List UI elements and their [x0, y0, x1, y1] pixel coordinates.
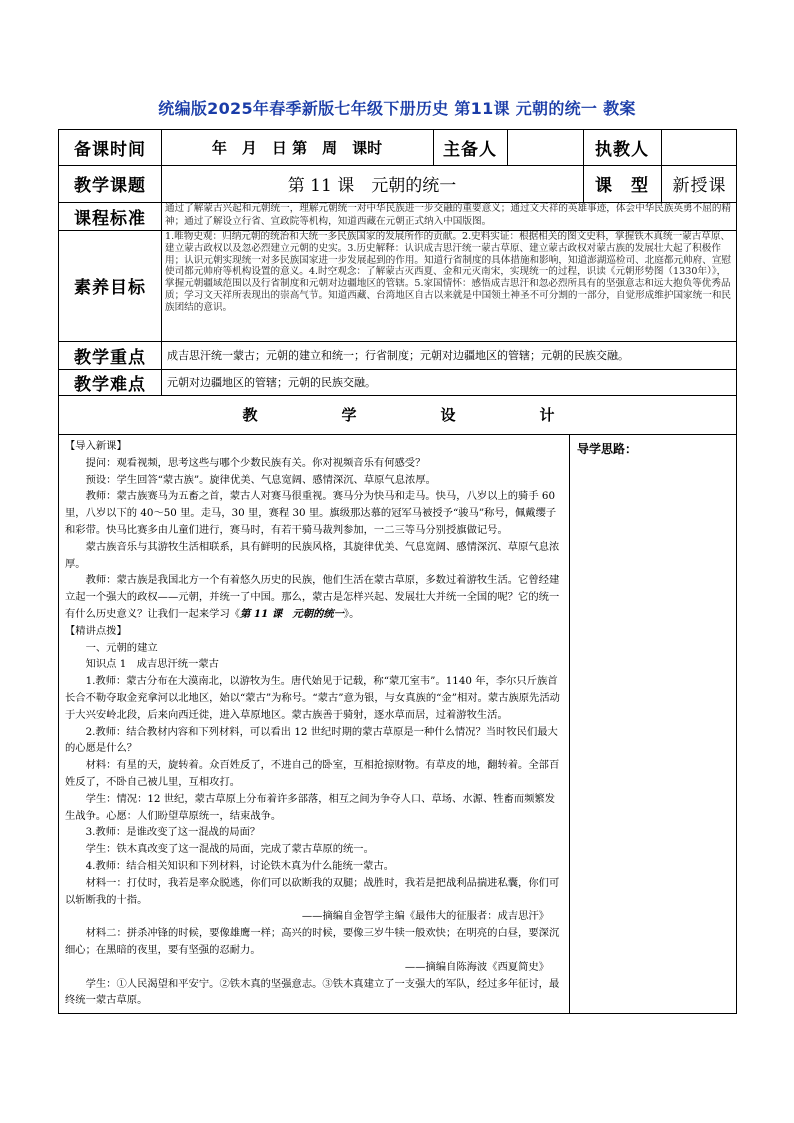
literacy-text: 1.唯物史观：归纳元朝的统治和大统一多民族国家的发展所作的贡献。2.史料实证：根据相关的图文史料，掌握铁木真统一蒙古草原、建立蒙古政权以及忽必烈建立元朝的史实。3.历史解释：认识成吉思汗统一蒙古草原、建立蒙古政权对蒙古族的发展壮大起了积极作用；认识元朝实现统一对多民族国家进一步发展起到的作用。知道行省制度的具体措施和影响，知道澎湖巡检司、北庭都元帅府、宣慰使司都元帅府等机构设置的意义。4.时空观念：了解蒙古灭西夏、金和元灭南宋，实现统一的过程，识读《元朝形势图（1330年）》，掌握元朝疆域范围以及行省制度和元朝对边疆地区的管辖。5.家国情怀：感悟成吉思汗和忽必烈所具有的坚强意志和远大抱负等优秀品质；学习文天祥所表现出的崇高气节。知道西藏、台湾地区自古以来就是中国领土神圣不可分割的一部分，自觉形成维护国家统一和民族团结的意识。 [165, 231, 732, 313]
prep-time-label: 备课时间 [74, 140, 146, 160]
guide-label: 导学思路： [577, 442, 638, 456]
paragraph-3: 3.教师：是谁改变了这一混战的局面？ [85, 826, 261, 839]
student-answer-1: 学生：情况：12 世纪，蒙古草原上分布着许多部落，相互之间为争夺人口、草场、水源、牲畜而频繁发生战争。心愿：人们盼望草原统一，结束战争。 [65, 792, 556, 822]
paragraph-1: 1.教师：蒙古分布在大漠南北，以游牧为生。唐代始见于记载，称“蒙兀室韦”。1140 年，李尔只斤族首长合不勒夺取金兖拿河以北地区，始以“蒙古”为称号。“蒙古”意为银，与女真族的“金”相对。蒙古族原先活动于大兴安岭北段，后来向西迁徙，进入草原地区。蒙古族善于骑射，逐水草而居，过着游牧生活。 [65, 675, 560, 721]
topic-value: 第 11 课 元朝的统一 [287, 176, 457, 196]
preparer-value [507, 130, 583, 165]
lesson-plan-table [58, 129, 737, 1014]
lesson-content [59, 434, 569, 1013]
paragraph-2: 2.教师：结合教材内容和下列材料，可以看出 12 世纪时期的蒙古草原是一种什么情况？当时牧民们最大的心愿是什么？ [65, 725, 558, 755]
standard-label: 课程标准 [74, 208, 146, 229]
design-char: 学 [341, 406, 357, 424]
material-text: 材料：有星的天，旋转着。众百姓反了，不进自己的卧室，互相抢掠财物。有草皮的地，翻转着。全部百姓反了，不卧自己被儿里，互相攻打。 [65, 759, 560, 788]
student-answer-2: 学生：铁木真改变了这一混战的局面，完成了蒙古草原的统一。 [85, 843, 374, 856]
standard-text: 通过了解蒙古兴起和元朝统一，理解元朝统一对中华民族进一步交融的重要意义；通过文天祥的英雄事迹，体会中华民族英勇不屈的精神；通过了解设立行省、宣政院等机构，知道西藏在元朝正式纳入中国版图。 [165, 203, 732, 227]
document-title: 统编版2025年春季新版七年级下册历史 第11课 元朝的统一 教案 [158, 99, 636, 118]
literacy-label: 素养目标 [74, 278, 146, 298]
intro-teacher-2: 蒙古族音乐与其游牧生活相联系，具有鲜明的民族风格，其旋律优美、气息宽阔、感情深沉、草原气息浓厚。 [65, 540, 560, 570]
design-char: 设 [440, 406, 456, 424]
design-heading [59, 395, 738, 434]
material-2: 材料二：拼杀冲锋的时候，要像雄鹰一样；高兴的时候，要像三岁牛犊一般欢快；在明亮的白昼，要深沉细心；在黑暗的夜里，要有坚强的忍耐力。 [65, 927, 560, 956]
paragraph-4: 4.教师：结合相关知识和下列材料，讨论铁木真为什么能统一蒙古。 [85, 859, 395, 872]
teacher-value [661, 130, 738, 165]
intro-teacher-3-text: 教师：蒙古族是我国北方一个有着悠久历史的民族，他们生活在蒙古草原，多数过着游牧生活。它曾经建立起一个强大的政权——元朝，并统一了中国。那么，蒙古是怎样兴起、发展壮大并统一全国的呢？它的统一有什么历史意义？让我们一起来学习《 [65, 574, 560, 620]
lesson-type-value: 新授课 [672, 176, 727, 196]
intro-question: 提问：观看视频，思考这些与哪个少数民族有关。你对视频音乐有何感受？ [85, 456, 426, 469]
topic-label: 教学课题 [74, 176, 146, 196]
intro-teacher-1: 教师：蒙古族赛马为五畜之首，蒙古人对赛马很重视。赛马分为快马和走马。快马，八岁以上的骑手 60 里，八岁以下的 40～50 里。走马，30 里，赛程 30 里。旗级那达慕的冠军马被授予“骏马”称号，佩戴缨子和彩带。快马比赛多由儿童们进行，赛马时，有若干骑马裁判参加，一二三等马分别授旗做记号。 [65, 490, 557, 536]
design-char: 教 [242, 406, 258, 424]
date-field: 年 月 日 第 周 课时 [211, 139, 383, 157]
intro-teacher-3-end: 》。 [343, 607, 360, 620]
student-answer-3: 学生：①人民渴望和平安宁。②铁木真的坚强意志。③铁木真建立了一支强大的军队，经过多年征讨，最终统一蒙古草原。 [65, 977, 560, 1007]
lesson-reference: 第 11 课 元朝的统一 [240, 607, 344, 620]
preparer-label: 主备人 [443, 140, 497, 160]
teacher-label: 执教人 [595, 140, 649, 160]
intro-teacher-3 [65, 572, 563, 622]
design-char: 计 [539, 406, 555, 424]
key-points-label: 教学重点 [74, 347, 146, 368]
key-points-text: 成吉思汗统一蒙古；元朝的建立和统一；行省制度；元朝对边疆地区的管辖；元朝的民族交融。 [167, 349, 629, 362]
material-2-source: ——摘编自陈海波《西夏简史》 [404, 960, 549, 973]
explain-heading: 【精讲点拨】 [65, 624, 127, 637]
knowledge-point-1: 知识点 1 成吉思汗统一蒙古 [85, 658, 219, 671]
difficulties-label: 教学难点 [74, 374, 146, 395]
lesson-type-label: 课 型 [595, 176, 649, 196]
material-1-source: ——摘编自金智学主编《最伟大的征服者：成吉思汗》 [301, 910, 549, 923]
intro-answer: 预设：学生回答“蒙古族”。旋律优美、气息宽阔、感情深沉、草原气息浓厚。 [85, 473, 436, 486]
difficulties-text: 元朝对边疆地区的管辖；元朝的民族交融。 [167, 376, 376, 389]
section-heading: 一、元朝的建立 [85, 641, 158, 654]
intro-heading: 【导入新课】 [65, 440, 127, 452]
material-1: 材料一：打仗时，我若是率众脱逃，你们可以砍断我的双腿；战胜时，我若是把战利品揣进私囊，你们可以斩断我的十指。 [65, 876, 560, 906]
